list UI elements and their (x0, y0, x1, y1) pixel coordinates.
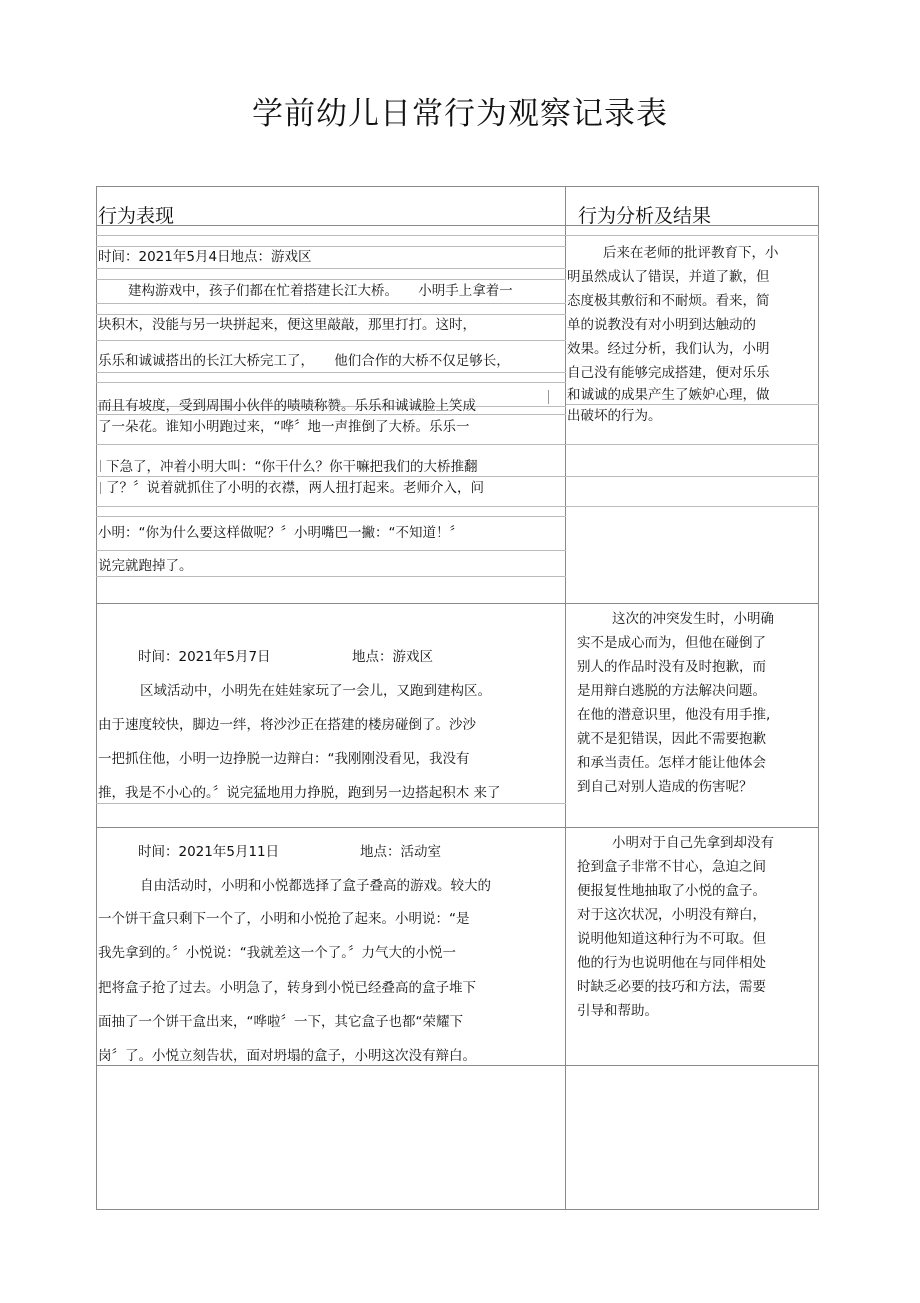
record3-analysis-line: 小明对于自己先拿到却没有 (612, 835, 774, 851)
record2-analysis-line: 就不是犯错误，因此不需要抱歉 (577, 731, 766, 747)
record3-analysis-line: 说明他知道这种行为不可取。但 (577, 931, 766, 947)
record-divider (96, 827, 819, 828)
record2-line: 区域活动中，小明先在娃娃家玩了一会儿，又跑到建构区。 (140, 683, 491, 699)
record1-line-cut: 而且有坡度，受到周围小伙伴的啧啧称赞。乐乐和诚诚脸上笑成 (98, 398, 476, 414)
record1-line: 了一朵花。谁知小明跑过来，“哗〞地一声推倒了大桥。乐乐一 (98, 419, 470, 435)
stray-mark (100, 482, 101, 494)
record1-line: 下急了，冲着小明大叫：“你干什么？你干嘛把我们的大桥推翻 (106, 459, 478, 475)
page-title: 学前幼儿日常行为观察记录表 (252, 96, 668, 132)
row-line (96, 246, 566, 247)
record1-line: 块积木，没能与另一块拼起来，便这里敲敲，那里打打。这时， (98, 317, 476, 333)
record3-analysis-line: 便报复性地抽取了小悦的盒子。 (577, 883, 766, 899)
row-line (96, 576, 566, 577)
row-line (96, 476, 819, 477)
table-border-top (96, 186, 819, 187)
record3-analysis-line: 引导和帮助。 (577, 1003, 658, 1019)
record1-line: 说完就跑掉了。 (98, 558, 193, 574)
row-line (96, 340, 566, 341)
record2-line: 推，我是不小心的。〞说完猛地用力挣脱，跑到另一边搭起积木 来了 (98, 785, 501, 801)
row-line (96, 414, 566, 415)
record3-place: 地点：活动室 (360, 844, 441, 860)
record1-line: 了？〞说着就抓住了小明的衣襟，两人扭打起来。老师介入，问 (106, 480, 484, 496)
record2-line: 由于速度较快，脚边一绊，将沙沙正在搭建的楼房碰倒了。沙沙 (98, 717, 476, 733)
row-line (96, 803, 566, 804)
record2-analysis-line: 是用辩白逃脱的方法解决问题。 (577, 683, 766, 699)
record-divider (96, 1065, 819, 1066)
record-divider (96, 603, 819, 604)
table-border-right (818, 186, 819, 1210)
row-line (96, 303, 566, 304)
row-line (96, 550, 566, 551)
row-line (96, 382, 566, 383)
record1-analysis-line: 后来在老师的批评教育下，小 (603, 245, 779, 261)
record1-analysis-line: 和诚诚的成果产生了嫉妒心理，做 (567, 387, 770, 403)
record3-time: 时间：2021年5月11日 (138, 844, 280, 860)
record1-analysis-line: 态度极其敷衍和不耐烦。看来，简 (567, 293, 770, 309)
row-line (96, 268, 566, 269)
row-line (96, 372, 566, 373)
record1-analysis-line: 出破坏的行为。 (567, 408, 662, 424)
record1-line: 乐乐和诚诚搭出的长江大桥完工了， 他们合作的大桥不仅足够长， (98, 353, 510, 369)
record3-line: 岗〞了。小悦立刻告状，面对坍塌的盒子，小明这次没有辩白。 (98, 1048, 476, 1064)
record1-line: 建构游戏中，孩子们都在忙着搭建长江大桥。 小明手上拿着一 (128, 283, 513, 299)
record1-analysis-line: 自己没有能够完成搭建，便对乐乐 (567, 365, 770, 381)
row-line (96, 444, 819, 445)
table-border-bottom (96, 1209, 819, 1210)
record2-analysis-line: 实不是成心而为，但他在碰倒了 (577, 635, 766, 651)
record3-line: 把将盒子抢了过去。小明急了，转身到小悦已经叠高的盒子堆下 (98, 980, 476, 996)
row-line (566, 404, 819, 405)
stray-mark (100, 460, 101, 472)
record3-analysis-line: 对于这次状况，小明没有辩白， (577, 907, 766, 923)
record3-line: 面抽了一个饼干盒出来，“哗啦〞一下，其它盒子也都“荣耀下 (98, 1014, 463, 1030)
record3-analysis-line: 时缺乏必要的技巧和方法，需要 (577, 979, 766, 995)
header-analysis: 行为分析及结果 (578, 205, 712, 227)
record2-analysis-line: 和承当责任。怎样才能让他体会 (577, 755, 766, 771)
record3-line: 我先拿到的。〞小悦说：“我就差这一个了。〞力气大的小悦一 (98, 945, 456, 961)
record1-analysis-line: 明虽然成认了错误，并道了歉，但 (567, 269, 770, 285)
record1-line: 小明：“你为什么要这样做呢？〞小明嘴巴一撇：“不知道！〞 (98, 525, 463, 541)
record2-line: 一把抓住他，小明一边挣脱一边辩白：“我刚刚没看见，我没有 (98, 751, 470, 767)
record2-analysis-line: 到自己对别人造成的伤害呢？ (577, 779, 753, 795)
record1-analysis-line: 效果。经过分析，我们认为，小明 (567, 341, 770, 357)
record1-analysis-line: 单的说教没有对小明到达触动的 (567, 317, 756, 333)
record2-place: 地点：游戏区 (352, 649, 433, 665)
record1-time-place: 时间：2021年5月4日地点：游戏区 (98, 249, 312, 265)
record3-analysis-line: 抢到盒子非常不甘心，急迫之间 (577, 859, 766, 875)
row-line (96, 279, 566, 280)
row-line (96, 314, 566, 315)
row-line (96, 235, 819, 236)
row-line (96, 506, 819, 507)
record2-analysis-line: 在他的潜意识里，他没有用手推, (577, 707, 771, 723)
record2-analysis-line: 这次的冲突发生时，小明确 (612, 611, 774, 627)
record3-line: 一个饼干盒只剩下一个了，小明和小悦抢了起来。小明说：“是 (98, 911, 470, 927)
record3-line: 自由活动时，小明和小悦都选择了盒子叠高的游戏。较大的 (140, 878, 491, 894)
record2-time: 时间：2021年5月7日 (138, 649, 271, 665)
record2-analysis-line: 别人的作品时没有及时抱歉，而 (577, 659, 766, 675)
record3-analysis-line: 他的行为也说明他在与同伴相处 (577, 955, 766, 971)
header-behavior: 行为表现 (98, 205, 175, 227)
row-line (96, 516, 566, 517)
